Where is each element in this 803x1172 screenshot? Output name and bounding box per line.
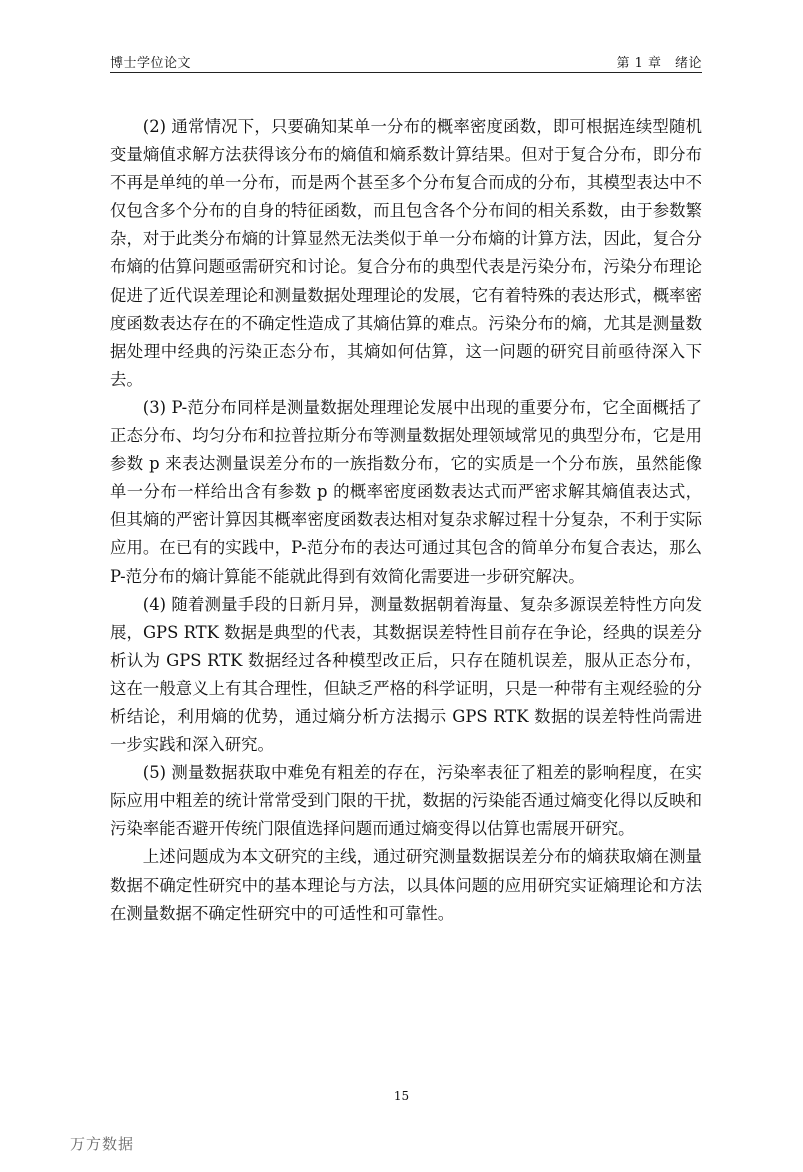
- paragraph-item-5: (5) 测量数据获取中难免有粗差的存在，污染率表征了粗差的影响程度，在实际应用中粗差的统计常常受到门限的干扰，数据的污染能否通过熵变化得以反映和污染率能否避开传统门限值选择问题而通过熵变得以估算也需展开研究。: [110, 763, 702, 839]
- paragraph-item-4: (4) 随着测量手段的日新月异，测量数据朝着海量、复杂多源误差特性方向发展，GPS RTK 数据是典型的代表，其数据误差特性目前存在争论，经典的误差分析认为 GPS RTK 数据经过各种模型改正后，只存在随机误差，服从正态分布，这在一般意义上有其合理性，但缺乏严格的科学证明，只是一种带有主观经验的分析结论，利用熵的优势，通过熵分析方法揭示 GPS RTK 数据的误差特性尚需进一步实践和深入研究。: [110, 594, 702, 755]
- header-thesis-type: 博士学位论文: [110, 56, 192, 71]
- paragraph-item-3: (3) P-范分布同样是测量数据处理理论发展中出现的重要分布，它全面概括了正态分布、均匀分布和拉普拉斯分布等测量数据处理领域常见的典型分布，它是用参数 p 来表达测量误差分布的一族指数分布，它的实质是一个分布族，虽然能像单一分布一样给出含有参数 p 的概率密度函数表达式而严密求解其熵值表达式，但其熵的严密计算因其概率密度函数表达相对复杂求解过程十分复杂，不利于实际应用。在已有的实践中，P-范分布的表达可通过其包含的简单分布复合表达，那么 P-范分布的熵计算能不能就此得到有效简化需要进一步研究解决。: [110, 397, 702, 586]
- paragraph-summary: 上述问题成为本文研究的主线，通过研究测量数据误差分布的熵获取熵在测量数据不确定性研究中的基本理论与方法，以具体问题的应用研究实证熵理论和方法在测量数据不确定性研究中的可适性和可靠性。: [110, 847, 702, 923]
- paragraph-item-2: (2) 通常情况下，只要确知某单一分布的概率密度函数，即可根据连续型随机变量熵值求解方法获得该分布的熵值和熵系数计算结果。但对于复合分布，即分布不再是单纯的单一分布，而是两个甚至多个分布复合而成的分布，其模型表达中不仅包含多个分布的自身的特征函数，而且包含各个分布间的相关系数，由于参数繁杂，对于此类分布熵的计算显然无法类似于单一分布熵的计算方法，因此，复合分布熵的估算问题亟需研究和讨论。复合分布的典型代表是污染分布，污染分布理论促进了近代误差理论和测量数据处理理论的发展，它有着特殊的表达形式，概率密度函数表达存在的不确定性造成了其熵估算的难点。污染分布的熵，尤其是测量数据处理中经典的污染正态分布，其熵如何估算，这一问题的研究目前亟待深入下去。: [110, 117, 702, 389]
- page-number: 15: [393, 1089, 410, 1103]
- body-text: [110, 113, 702, 928]
- running-header: [110, 50, 702, 73]
- header-chapter-title: 第 1 章 绪论: [616, 56, 702, 71]
- watermark-text: 万方数据: [70, 1135, 135, 1153]
